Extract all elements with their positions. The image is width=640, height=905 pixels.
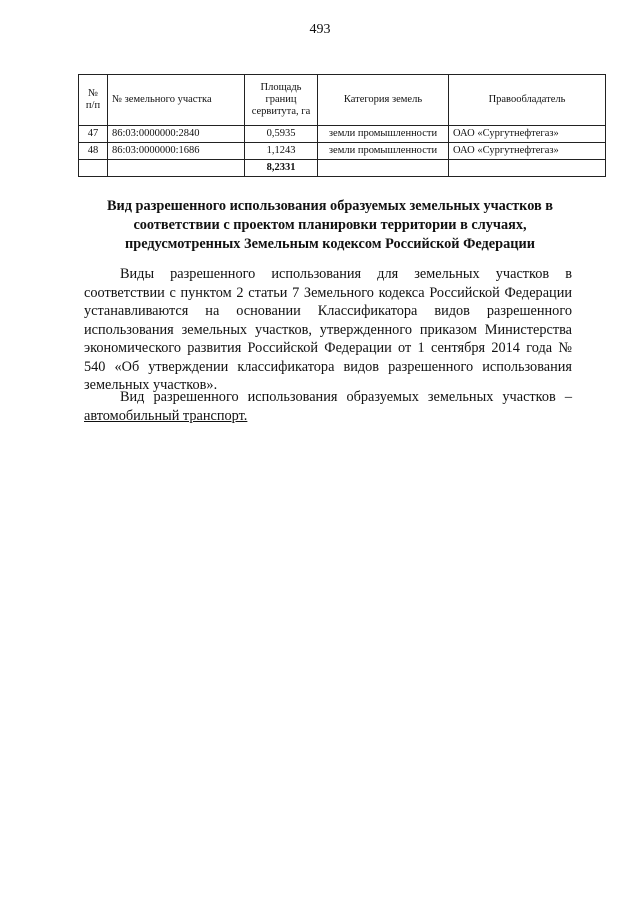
permitted-use-prefix: Вид разрешенного использования образуемых земельных участков – — [120, 389, 572, 405]
header-cadastral: № земельного участка — [108, 75, 245, 126]
table-row — [79, 143, 606, 160]
total-area: 8,2331 — [245, 160, 318, 177]
section-heading: Вид разрешенного использования образуемых земельных участков в соответствии с проектом планировки территории в случаях, предусмотренных Земельным кодексом Российской Федерации — [106, 198, 554, 252]
header-category: Категория земель — [318, 75, 449, 126]
header-num: № п/п — [79, 75, 108, 126]
paragraph-classifier: Виды разрешенного использования для земельных участков в соответствии с пунктом 2 статьи 7 Земельного кодекса Российской Федерации устанавливаются на основании Классификатора видов разрешенного использования земельных участков, утвержденного приказом Министерства экономического развития Российской Федерации от 1 сентября 2014 года № 540 «Об утверждении классификатора видов разрешенного использования земельных участков». — [84, 266, 572, 393]
table-row — [79, 126, 606, 143]
row-area: 0,5935 — [245, 126, 318, 143]
row-owner: ОАО «Сургутнефтегаз» — [449, 143, 606, 160]
row-owner: ОАО «Сургутнефтегаз» — [449, 126, 606, 143]
land-plots-table — [78, 74, 606, 177]
table-total-row — [79, 160, 606, 177]
row-cadastral: 86:03:0000000:2840 — [108, 126, 245, 143]
row-category: земли промышленности — [318, 143, 449, 160]
table-header-row — [79, 75, 606, 126]
paragraph-permitted-use — [84, 388, 572, 425]
row-num: 48 — [79, 143, 108, 160]
header-owner: Правообладатель — [449, 75, 606, 126]
row-category: земли промышленности — [318, 126, 449, 143]
row-area: 1,1243 — [245, 143, 318, 160]
total-empty-cell — [318, 160, 449, 177]
page-number: 493 — [309, 22, 331, 37]
row-cadastral: 86:03:0000000:1686 — [108, 143, 245, 160]
row-num: 47 — [79, 126, 108, 143]
total-empty-cell — [449, 160, 606, 177]
total-empty-cell — [108, 160, 245, 177]
header-area: Площадь границ сервитута, га — [245, 75, 318, 126]
permitted-use-value: автомобильный транспорт. — [84, 407, 248, 424]
total-empty-cell — [79, 160, 108, 177]
